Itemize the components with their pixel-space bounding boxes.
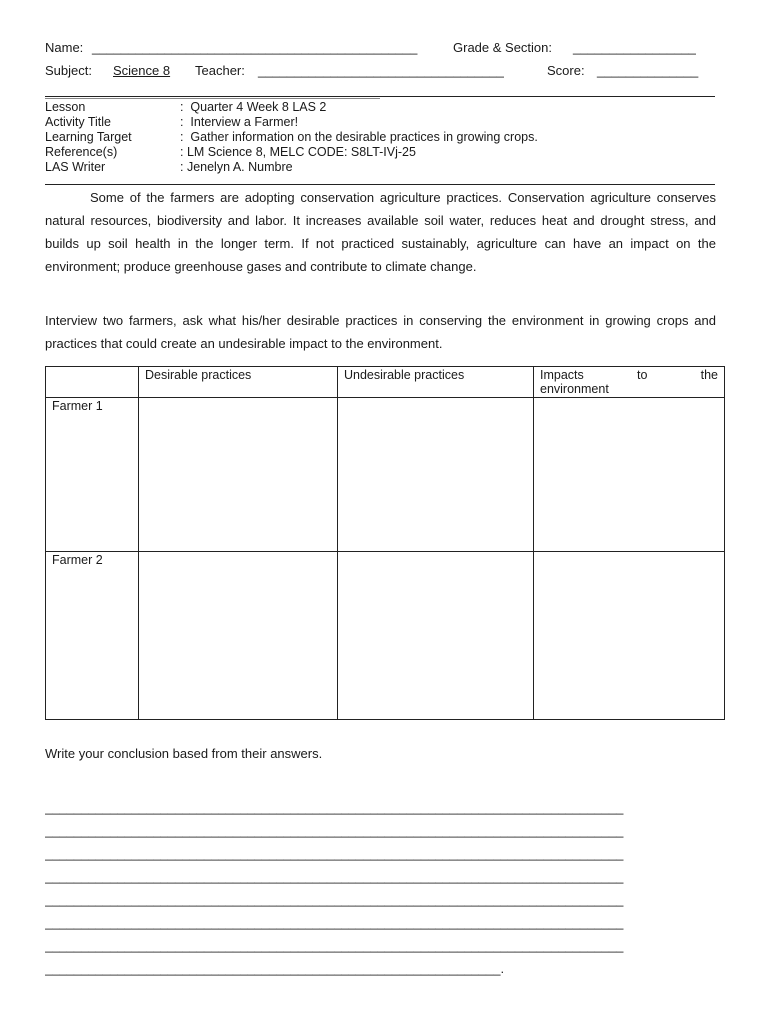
score-label: Score: [547,63,585,78]
answer-line[interactable]: ________________________________________________________________________________ [45,800,624,815]
score-field[interactable]: ______________ [597,63,699,78]
table-header-impacts: Impacts to the environment [534,367,725,398]
instruction-paragraph: Interview two farmers, ask what his/her desirable practices in conserving the environment in growing crops and practices that could create an undesirable impact to the environment. [45,313,716,351]
answer-line[interactable]: ________________________________________________________________________________ [45,892,624,907]
header-divider [45,96,715,97]
teacher-field[interactable]: __________________________________ [258,63,504,78]
farmer-2-desirable-cell[interactable] [139,552,338,720]
farmer-2-undesirable-cell[interactable] [338,552,534,720]
info-label-las-writer: LAS Writer [45,160,106,174]
table-row [46,552,725,720]
name-field[interactable]: _____________________________________________ [92,40,418,55]
answer-line-last[interactable]: _______________________________________________________________. [45,961,505,976]
farmer-2-impacts-cell[interactable] [534,552,725,720]
table-header-desirable: Desirable practices [139,367,338,398]
answer-line[interactable]: ________________________________________________________________________________ [45,915,624,930]
grade-section-label: Grade & Section: [453,40,552,55]
info-value-activity-title: : Interview a Farmer! [180,115,299,129]
answer-line[interactable]: ________________________________________________________________________________ [45,938,624,953]
info-value-learning-target: : Gather information on the desirable practices in growing crops. [180,130,538,144]
info-label-lesson: Lesson [45,100,86,114]
subject-value: Science 8 [113,63,171,78]
name-label: Name: [45,40,84,55]
teacher-label: Teacher: [195,63,245,78]
info-value-lesson: : Quarter 4 Week 8 LAS 2 [180,100,327,114]
farmer-1-undesirable-cell[interactable] [338,398,534,552]
info-label-learning-target: Learning Target [45,130,132,144]
farmer-1-impacts-cell[interactable] [534,398,725,552]
table-header-undesirable: Undesirable practices [338,367,534,398]
intro-paragraph: Some of the farmers are adopting conservation agriculture practices. Conservation agriculture conserves natural resources, biodiversity and labor. It increases available soil water, reduces heat and drought stress, and builds up soil health in the longer term. If not practiced sustainably, agriculture can have an impact on the environment; produce greenhouse gases and contribute to climate change. [45,190,716,274]
info-label-references: Reference(s) [45,145,118,159]
answer-line[interactable]: ________________________________________________________________________________ [45,823,624,838]
table-row [46,398,725,552]
answer-line[interactable]: ________________________________________________________________________________ [45,846,624,861]
subject-label: Subject: [45,63,92,78]
row-label-farmer-1: Farmer 1 [46,398,139,552]
grade-section-field[interactable]: _________________ [573,40,696,55]
table-header-row [46,367,725,398]
row-label-farmer-2: Farmer 2 [46,552,139,720]
table-header-empty [46,367,139,398]
info-value-references: : LM Science 8, MELC CODE: S8LT-IVj-25 [180,145,416,159]
answer-line[interactable]: ________________________________________________________________________________ [45,869,624,884]
interview-table [45,366,725,720]
farmer-1-desirable-cell[interactable] [139,398,338,552]
conclusion-prompt: Write your conclusion based from their answers. [45,746,323,761]
info-divider [45,184,715,185]
header-divider-thin [45,98,380,99]
info-label-activity-title: Activity Title [45,115,111,129]
info-value-las-writer: : Jenelyn A. Numbre [180,160,293,174]
